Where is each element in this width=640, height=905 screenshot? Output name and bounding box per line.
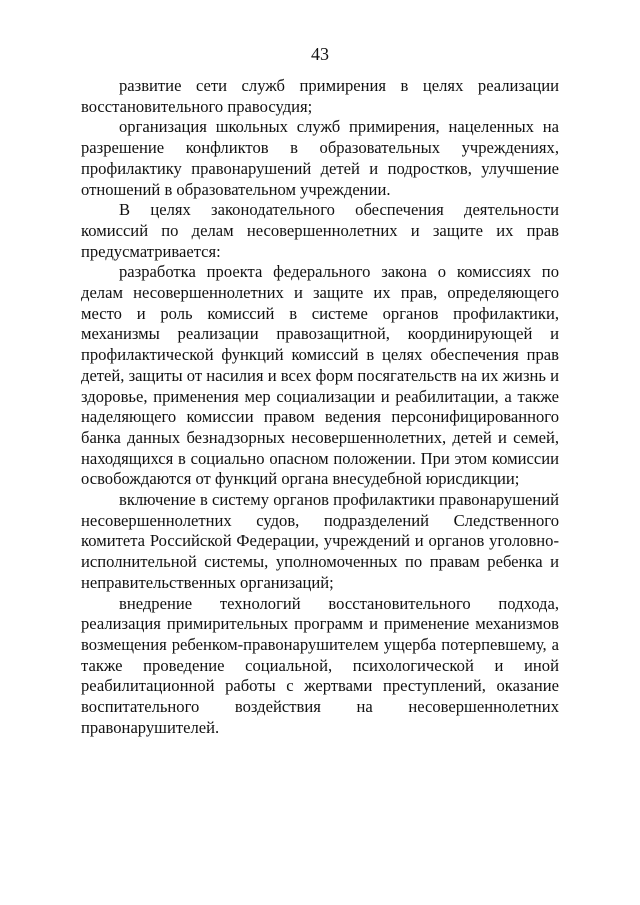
paragraph-restorative-technologies: внедрение технологий восстановительного подхода, реализация примирительных программ и применение механизмов возмещения ребенком-правонарушителем ущерба потерпевшему, а также проведение социальной, психологической и иной реабилитационной работы с жертвами преступлений, оказание воспитательного воздействия на несовершеннолетних правонарушителей. [81, 593, 559, 737]
paragraph-reconciliation-services: развитие сети служб примирения в целях реализации восстановительного правосудия; [81, 76, 559, 116]
paragraph-prevention-system: включение в систему органов профилактики правонарушений несовершеннолетних судов, подразделений Следственного комитета Российской Федерации, учреждений и органов уголовно-исполнительной системы, уполномоченных по правам ребенка и неправительственных организаций; [81, 490, 559, 592]
paragraph-school-reconciliation: организация школьных служб примирения, нацеленных на разрешение конфликтов в образовательных учреждениях, профилактику правонарушений детей и подростков, улучшение отношений в образовательном учреждении. [81, 117, 559, 199]
body-text [81, 76, 559, 739]
page-number: 43 [311, 44, 329, 64]
paragraph-federal-law-draft: разработка проекта федерального закона о комиссиях по делам несовершеннолетних и защите их прав, определяющего место и роль комиссий в системе органов профилактики, механизмы реализации правозащитной, координирующей и профилактической функций комиссий в целях обеспечения прав детей, защиты от насилия и всех форм посягательств на их жизнь и здоровье, применения мер социализации и реабилитации, а также наделяющего комиссии правом ведения персонифицированного банка данных безнадзорных несовершеннолетних, детей и семей, находящихся в социально опасном положении. При этом комиссии освобождаются от функций органа внесудебной юрисдикции; [81, 262, 559, 489]
paragraph-legislative-support: В целях законодательного обеспечения деятельности комиссий по делам несовершеннолетних и защите их прав предусматривается: [81, 200, 559, 261]
